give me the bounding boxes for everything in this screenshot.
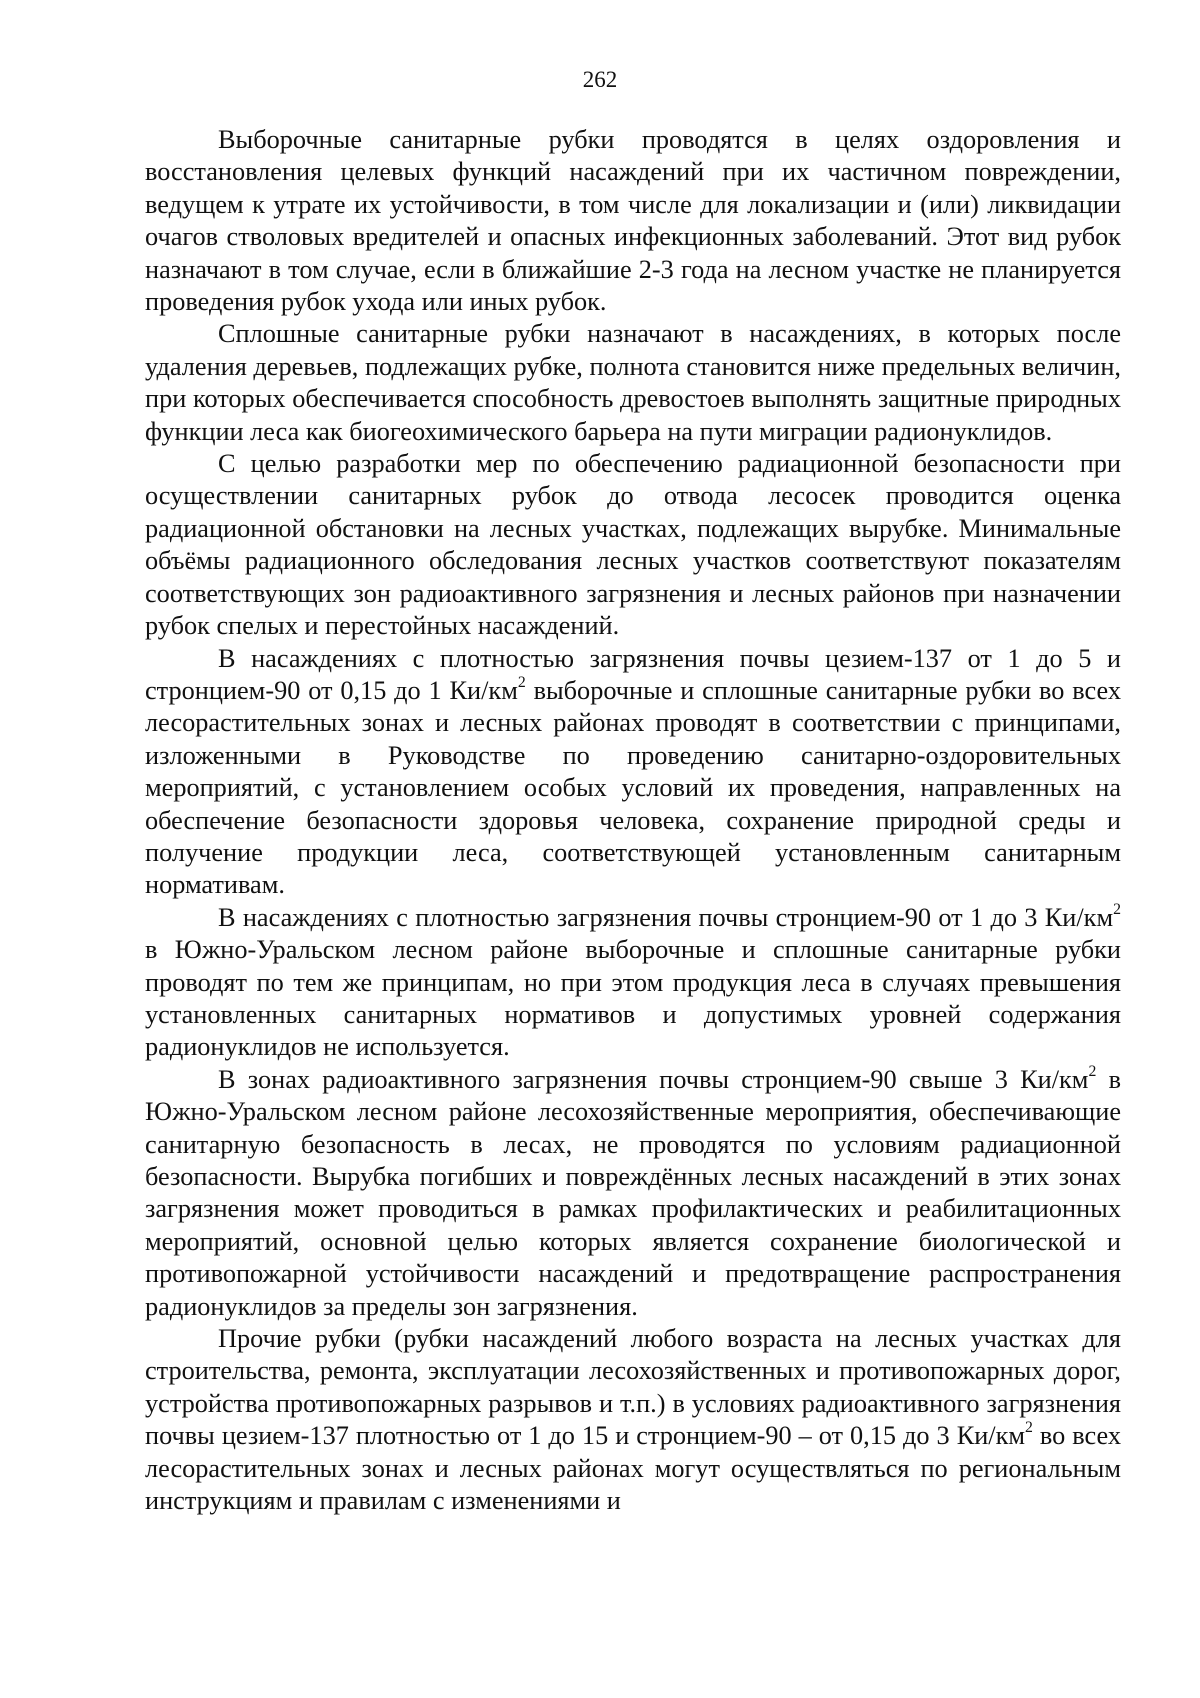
paragraph-3 bbox=[145, 448, 1121, 642]
paragraph-text: В насаждениях с плотностью загрязнения почвы цезием-137 от 1 до 5 и стронцием-90 от 0,15 до 1 Ки/км bbox=[145, 643, 1121, 705]
paragraph-text: в Южно-Уральском лесном районе выборочные и сплошные санитарные рубки проводят по тем же принципам, но при этом продукция леса в случаях превышения установленных санитарных нормативов и допустимых уровней содержания радионуклидов не используется. bbox=[145, 935, 1121, 1062]
paragraph-2 bbox=[145, 318, 1121, 448]
superscript-2: 2 bbox=[1025, 1419, 1033, 1437]
paragraph-7 bbox=[145, 1323, 1121, 1517]
paragraph-5 bbox=[145, 902, 1121, 1064]
paragraph-text: В насаждениях с плотностью загрязнения почвы стронцием-90 от 1 до 3 Ки/км bbox=[218, 902, 1114, 932]
paragraph-4 bbox=[145, 643, 1121, 902]
paragraph-text: в Южно-Уральском лесном районе лесохозяйственные мероприятия, обеспечивающие санитарную безопасность в лесах, не проводятся по условиям радиационной безопасности. Вырубка погибших и повреждённых лесных насаждений в этих зонах загрязнения может проводиться в рамках профилактических и реабилитационных мероприятий, основной целью которых является сохранение биологической и противопожарной устойчивости насаждений и предотвращение распространения радионуклидов за пределы зон загрязнения. bbox=[145, 1064, 1121, 1321]
superscript-2: 2 bbox=[517, 674, 526, 692]
paragraph-text: В зонах радиоактивного загрязнения почвы стронцием-90 свыше 3 Ки/км bbox=[218, 1064, 1089, 1094]
paragraph-6 bbox=[145, 1064, 1121, 1323]
paragraph-text: Прочие рубки (рубки насаждений любого возраста на лесных участках для строительства, ремонта, эксплуатации лесохозяйственных и противопожарных дорог, устройства противопожарных разрывов и т.п.) в условиях радиоактивного загрязнения почвы цезием-137 плотностью от 1 до 15 и стронцием-90 – от 0,15 до 3 Ки/км bbox=[145, 1324, 1121, 1451]
paragraph-text: Выборочные санитарные рубки проводятся в целях оздоровления и восстановления целевых функций насаждений при их частичном повреждении, ведущем к утрате их устойчивости, в том числе для локализации и (или) ликвидации очагов стволовых вредителей и опасных инфекционных заболеваний. Этот вид рубок назначают в том случае, если в ближайшие 2-3 года на лесном участке не планируется проведения рубок ухода или иных рубок. bbox=[145, 125, 1121, 317]
paragraph-text: во всех лесорастительных зонах и лесных районах могут осуществляться по региональным инструкциям и правилам с изменениями и bbox=[145, 1421, 1122, 1516]
paragraph-text: выборочные и сплошные санитарные рубки во всех лесорастительных зонах и лесных районах проводят в соответствии с принципами, изложенными в Руководстве по проведению санитарно-оздоровительных мероприятий, с установлением особых условий их проведения, направленных на обеспечение безопасности здоровья человека, сохранение природной среды и получение продукции леса, соответствующей установленным санитарным нормативам. bbox=[145, 675, 1121, 900]
paragraph-text: Сплошные санитарные рубки назначают в насаждениях, в которых после удаления деревьев, подлежащих рубке, полнота становится ниже предельных величин, при которых обеспечивается способность древостоев выполнять защитные природных функции леса как биогеохимического барьера на пути миграции радионуклидов. bbox=[145, 319, 1121, 446]
paragraph-1 bbox=[145, 124, 1121, 318]
paragraph-text: С целью разработки мер по обеспечению радиационной безопасности при осуществлении санитарных рубок до отвода лесосек проводится оценка радиационной обстановки на лесных участках, подлежащих вырубке. Минимальные объёмы радиационного обследования лесных участков соответствуют показателям соответствующих зон радиоактивного загрязнения и лесных районов при назначении рубок спелых и перестойных насаждений. bbox=[145, 449, 1121, 641]
superscript-2: 2 bbox=[1088, 1062, 1097, 1080]
superscript-2: 2 bbox=[1113, 900, 1121, 918]
body-text bbox=[145, 124, 1121, 1517]
page-number: 262 bbox=[582, 67, 618, 92]
